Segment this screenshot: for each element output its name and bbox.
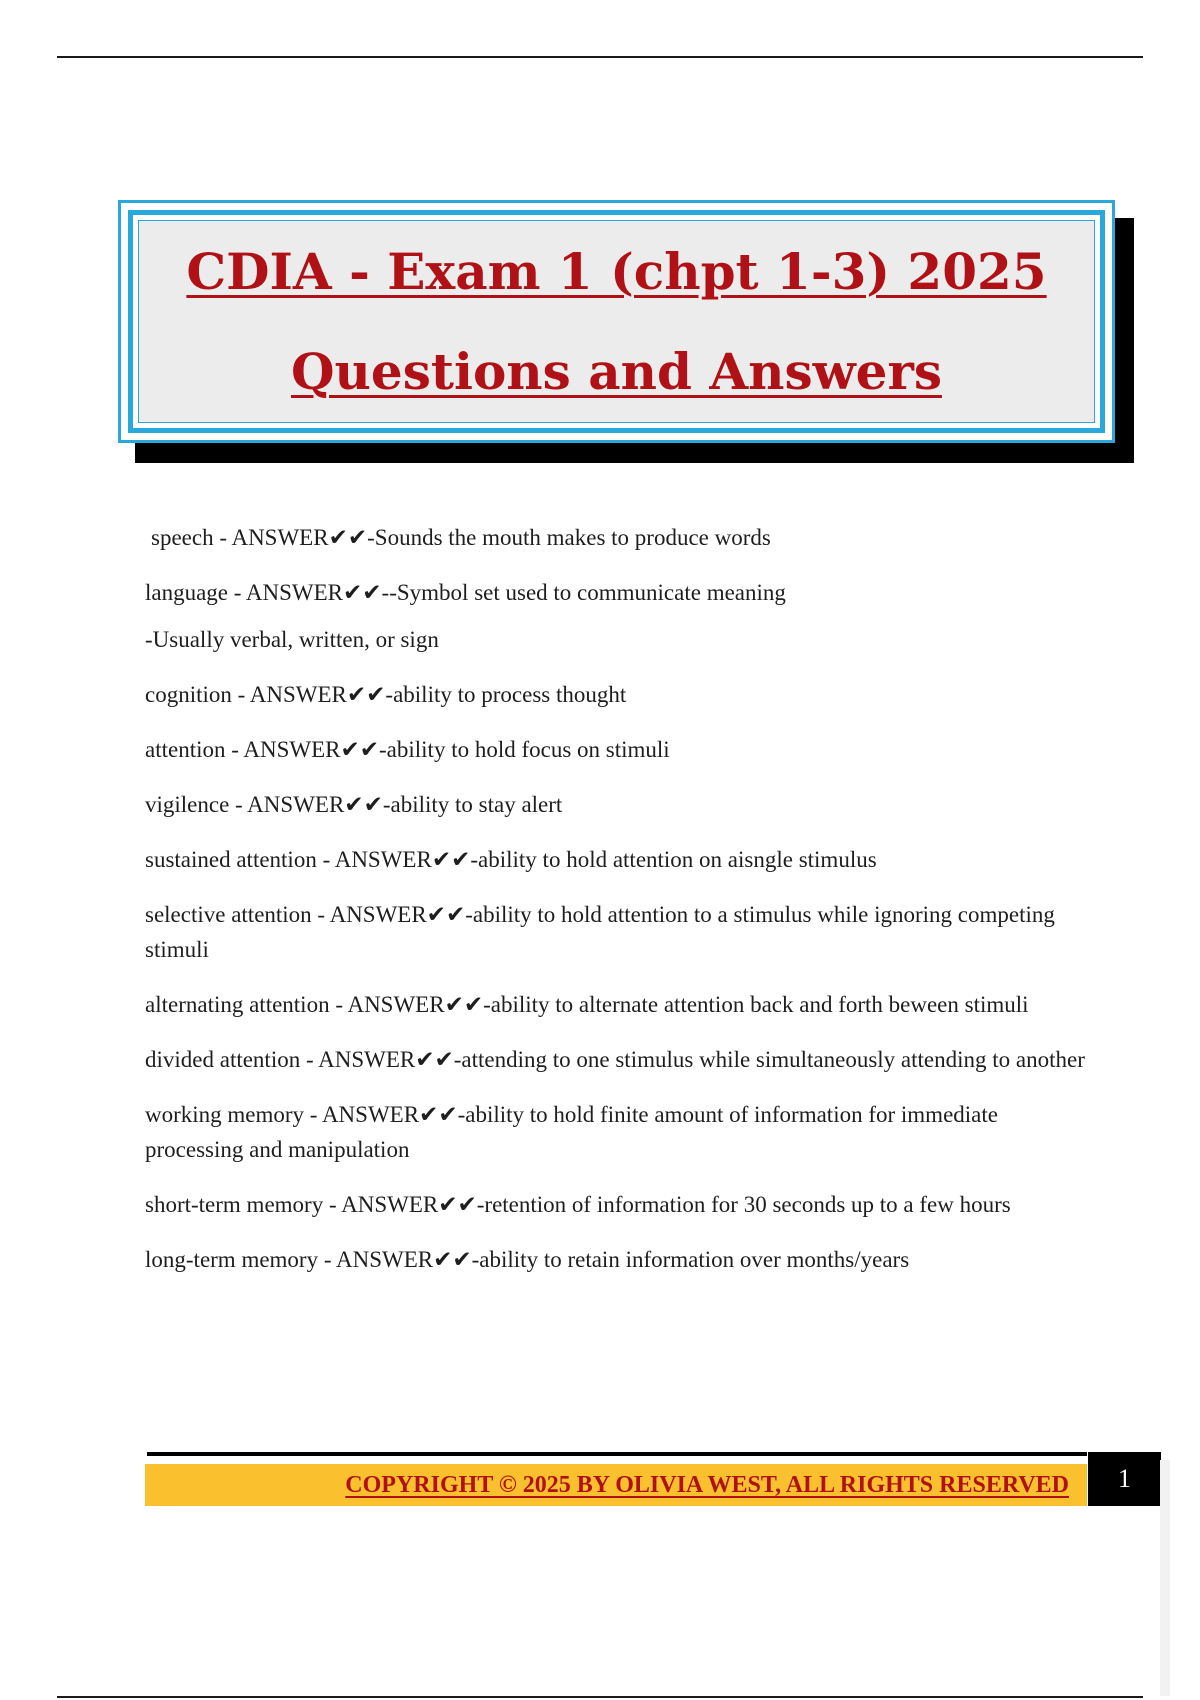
qa-item-alternating-attention: alternating attention - ANSWER✔✔-ability to alternate attention back and forth beween stimuli — [145, 992, 1029, 1017]
qa-item-working-memory: working memory - ANSWER✔✔-ability to hold finite amount of information for immediate processing and manipulation — [145, 1102, 998, 1162]
qa-item-language-continuation: -Usually verbal, written, or sign — [145, 627, 439, 652]
copyright-text: COPYRIGHT © 2025 BY OLIVIA WEST, ALL RIGHTS RESERVED — [345, 1471, 1069, 1498]
bottom-rule — [57, 1696, 1143, 1698]
qa-item-language: language - ANSWER✔✔--Symbol set used to communicate meaning — [145, 580, 786, 605]
copyright-bar — [145, 1464, 1087, 1506]
qa-item-selective-attention: selective attention - ANSWER✔✔-ability to hold attention to a stimulus while ignoring competing stimuli — [145, 902, 1055, 962]
document-title-line-2: Questions and Answers — [291, 341, 942, 401]
document-title-line-1: CDIA - Exam 1 (chpt 1-3) 2025 — [186, 241, 1047, 301]
qa-item-speech: speech - ANSWER✔✔-Sounds the mouth makes to produce words — [151, 525, 771, 550]
qa-item-attention: attention - ANSWER✔✔-ability to hold focus on stimuli — [145, 737, 670, 762]
qa-item-vigilence: vigilence - ANSWER✔✔-ability to stay alert — [145, 792, 563, 817]
qa-item-sustained-attention: sustained attention - ANSWER✔✔-ability to hold attention on aisngle stimulus — [145, 847, 877, 872]
page-edge-shade — [1160, 1460, 1170, 1696]
top-rule — [57, 56, 1143, 58]
title-box-content — [138, 220, 1095, 423]
title-box-inner-border — [128, 210, 1105, 433]
qa-item-divided-attention: divided attention - ANSWER✔✔-attending to one stimulus while simultaneously attending to another — [145, 1047, 1085, 1072]
qa-item-cognition: cognition - ANSWER✔✔-ability to process thought — [145, 682, 627, 707]
page-number: 1 — [1088, 1452, 1161, 1506]
qa-item-long-term-memory: long-term memory - ANSWER✔✔-ability to retain information over months/years — [145, 1247, 910, 1272]
title-box — [118, 200, 1115, 443]
qa-item-short-term-memory: short-term memory - ANSWER✔✔-retention of information for 30 seconds up to a few hours — [145, 1192, 1011, 1217]
footer-rule — [147, 1452, 1087, 1456]
qa-list — [145, 520, 1085, 1297]
